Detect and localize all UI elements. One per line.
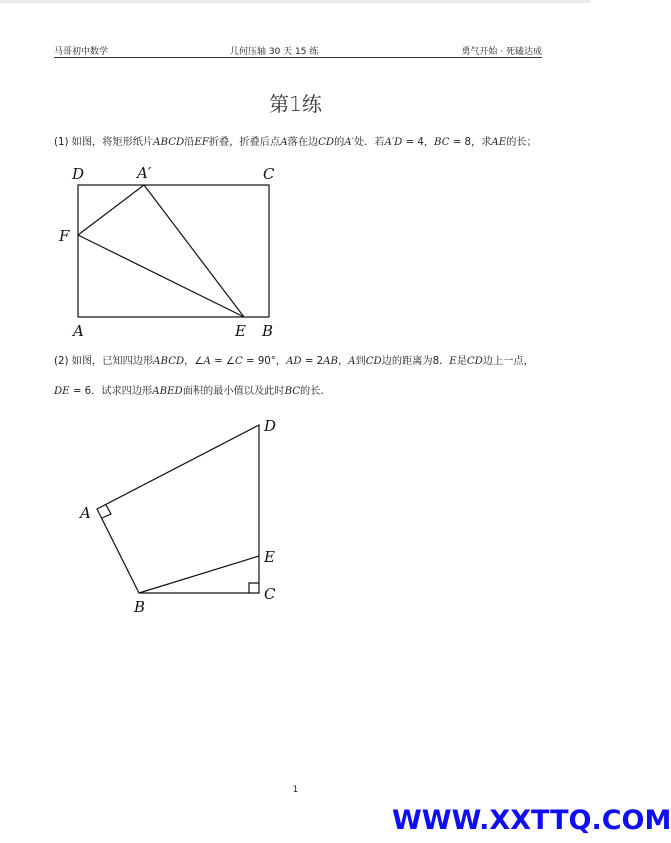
q1-text: = 8，求 (449, 137, 492, 148)
page-number: 1 (292, 785, 299, 795)
q1-text: = 4， (402, 137, 435, 148)
fig1-label-c: C (263, 165, 275, 183)
q2-text: 边上一点， (482, 356, 534, 367)
q2-math: CD (466, 356, 483, 367)
q2-math: E (449, 356, 457, 367)
figure-2-quadrilateral (97, 425, 259, 593)
q2-text: 是 (456, 356, 467, 367)
segment-f-a1 (78, 185, 144, 235)
right-angle-mark-c (249, 583, 259, 593)
q2-text: 边的距离为8． (381, 356, 450, 367)
q2-text: ， (337, 356, 349, 367)
fig1-label-d: D (72, 165, 85, 183)
q2-math: DE (54, 386, 70, 397)
q2-text: = 2 (301, 356, 324, 367)
q2-math: ABED (152, 386, 183, 397)
right-angle-mark-a (102, 505, 111, 518)
q1-text: 的长； (506, 137, 537, 148)
site-watermark: WWW.XXTTQ.COM (392, 805, 671, 836)
fig1-label-a-prime: A′ (137, 164, 152, 182)
fig1-label-b: B (262, 322, 274, 340)
q2-math: BC (284, 386, 301, 397)
fig2-label-b: B (134, 598, 146, 616)
q2-math: CD (365, 356, 382, 367)
q1-math: AE (491, 137, 507, 148)
rectangle-abcd (78, 185, 269, 317)
segment-b-e (139, 556, 259, 593)
q1-math: EF (194, 137, 209, 148)
fig2-label-c: C (264, 585, 276, 603)
q1-text: 折叠，折叠后点 (208, 137, 281, 148)
quadrilateral-abcd (97, 425, 259, 593)
fig1-label-e: E (235, 322, 246, 340)
fig1-label-a: A (73, 322, 84, 340)
q1-text: 的 (334, 137, 345, 148)
q2-text: (2) 如图，已知四边形 (54, 356, 154, 367)
q2-text: 面积的最小值以及此时 (182, 386, 285, 397)
segment-f-e (78, 235, 244, 317)
question-2 (54, 347, 544, 407)
q2-math: A (348, 356, 356, 367)
q2-text: 到 (355, 356, 366, 367)
q1-math: ABCD (153, 137, 185, 148)
q1-text: (1) 如图，将矩形纸片 (54, 137, 154, 148)
header-center-text: 几何压轴 30 天 15 练 (230, 47, 319, 57)
q2-text: = ∠ (210, 356, 236, 367)
q1-text: 落在边 (287, 137, 319, 148)
figure-1-rectangle-fold (78, 185, 269, 317)
fig2-label-a: A (80, 504, 91, 522)
q1-math: A′ (344, 137, 354, 148)
q1-text: 处．若 (353, 137, 385, 148)
q2-math: AD (286, 356, 302, 367)
page-title: 第1练 (269, 92, 322, 116)
q1-math: A′D (384, 137, 403, 148)
fig1-label-f: F (59, 227, 70, 245)
q2-text: ，∠ (184, 356, 204, 367)
q1-math: BC (434, 137, 450, 148)
header-right-text: 勇气开始 · 死磕达成 (461, 47, 542, 57)
q2-text: = 6．试求四边形 (69, 386, 153, 397)
q2-math: ABCD (153, 356, 185, 367)
segment-a1-e (144, 185, 244, 317)
q2-text: = 90°， (242, 356, 287, 367)
q2-math: A (203, 356, 211, 367)
fig2-label-d: D (264, 417, 277, 435)
q2-math: C (235, 356, 243, 367)
q1-math: CD (318, 137, 335, 148)
q1-math: A (280, 137, 288, 148)
q1-text: 沿 (184, 137, 195, 148)
fig2-label-e: E (264, 548, 275, 566)
q2-text: 的长． (300, 386, 331, 397)
header-left-text: 马哥初中数学 (54, 47, 109, 57)
q2-math: AB (323, 356, 338, 367)
